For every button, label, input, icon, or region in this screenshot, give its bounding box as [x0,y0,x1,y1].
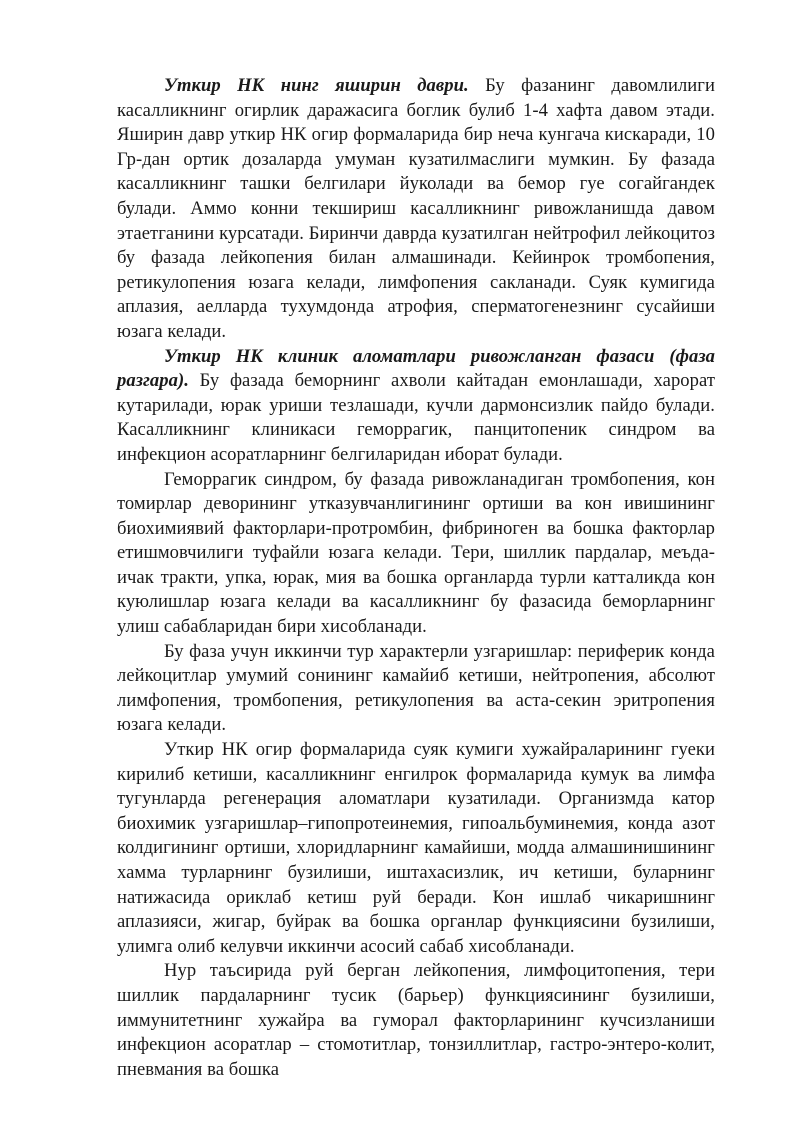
paragraph-hemorrhagic-syndrome [117,468,715,640]
paragraph-text: Уткир НК огир формаларида суяк кумиги хужайраларининг гуеки кирилиб кетиши, касалликнинг енгилрок формаларида кумук ва лимфа тугунларда регенерация аломатлари кузатилади. Организмда катор биохимик узгаришлар–гипопротеинемия, гипоальбуминемия, конда азот колдигининг ортиши, хлоридларнинг камайиши, модда алмашинишининг хамма турларнинг бузилиши, иштахасизлик, ич кетиши, буларнинг натижасида ориклаб кетиш руй беради. Кон ишлаб чикаришнинг аплазияси, жигар, буйрак ва бошка органлар функциясини бузилиши, улимга олиб келувчи иккинчи асосий сабаб хисобланади. [117,739,715,957]
paragraph-severe-forms [117,738,715,959]
paragraph-heading: Уткир НК клиник аломатлари ривожланган фазаси (фаза разгара). [117,345,715,392]
paragraph-text: Бу фазанинг давомлилиги касалликнинг огирлик даражасига боглик булиб 1-4 хафта давом этади. Яширин давр уткир НК огир формаларида бир неча кунгача кискаради, 10 Гр-дан ортик дозаларда умуман кузатилмаслиги мумкин. Бу фазада касалликнинг ташки белгилари йуколади ва бемор гуе согайгандек булади. Аммо конни текшириш касалликнинг ривожланишда давом этаетганини курсатади. Биринчи даврда кузатилган нейтрофил лейкоцитоз бу фазада лейкопения билан алмашинади. Кейинрок тромбопения, ретикулопения юзага келади, лимфопения сакланади. Суяк кумигида аплазия, аелларда тухумдонда атрофия, сперматогенезнинг сусайиши юзага келади. [117,75,715,342]
paragraph-infectious-complications [117,959,715,1082]
paragraph-clinical-phase [117,345,715,468]
paragraph-second-type-changes [117,640,715,738]
paragraph-text: Бу фаза учун иккинчи тур характерли узгаришлар: периферик конда лейкоцитлар умумий сонининг камайиб кетиши, нейтропения, абсолют лимфопения, тромбопения, ретикулопения ва аста-секин эритропения юзага келади. [117,640,715,736]
paragraph-text: Нур таъсирида руй берган лейкопения, лимфоцитопения, тери шиллик пардаларнинг тусик (барьер) функциясининг бузилиши, иммунитетнинг хужайра ва гуморал факторларининг кучсизланиши инфекцион асоратлар – стомотитлар, тонзиллитлар, гастро-энтеро-колит, пневмания ва бошка [117,960,715,1080]
paragraph-text: Бу фазада беморнинг ахволи кайтадан емонлашади, харорат кутарилади, юрак уриши тезлашади, кучли дармонсизлик пайдо булади. Касалликнинг клиникаси геморрагик, панцитопеник синдром ва инфекцион асоратларнинг белгиларидан иборат булади. [117,370,715,465]
paragraph-heading: Уткир НК нинг яширин даври. [164,75,469,96]
paragraph-text: Геморрагик синдром, бу фазада ривожланадиган тромбопения, кон томирлар деворининг утказувчанлигининг ортиши ва кон ивишининг биохимиявий факторлари-протромбин, фибриноген ва бошка факторлар етишмовчилиги туфайли юзага келади. Тери, шиллик пардалар, меъда-ичак тракти, упка, юрак, мия ва бошка органларда турли катталикда кон куюлишлар юзага келади ва касалликнинг бу фазасида беморларнинг улиш сабабларидан бири хисобланади. [117,468,715,638]
paragraph-latent-period [117,74,715,345]
